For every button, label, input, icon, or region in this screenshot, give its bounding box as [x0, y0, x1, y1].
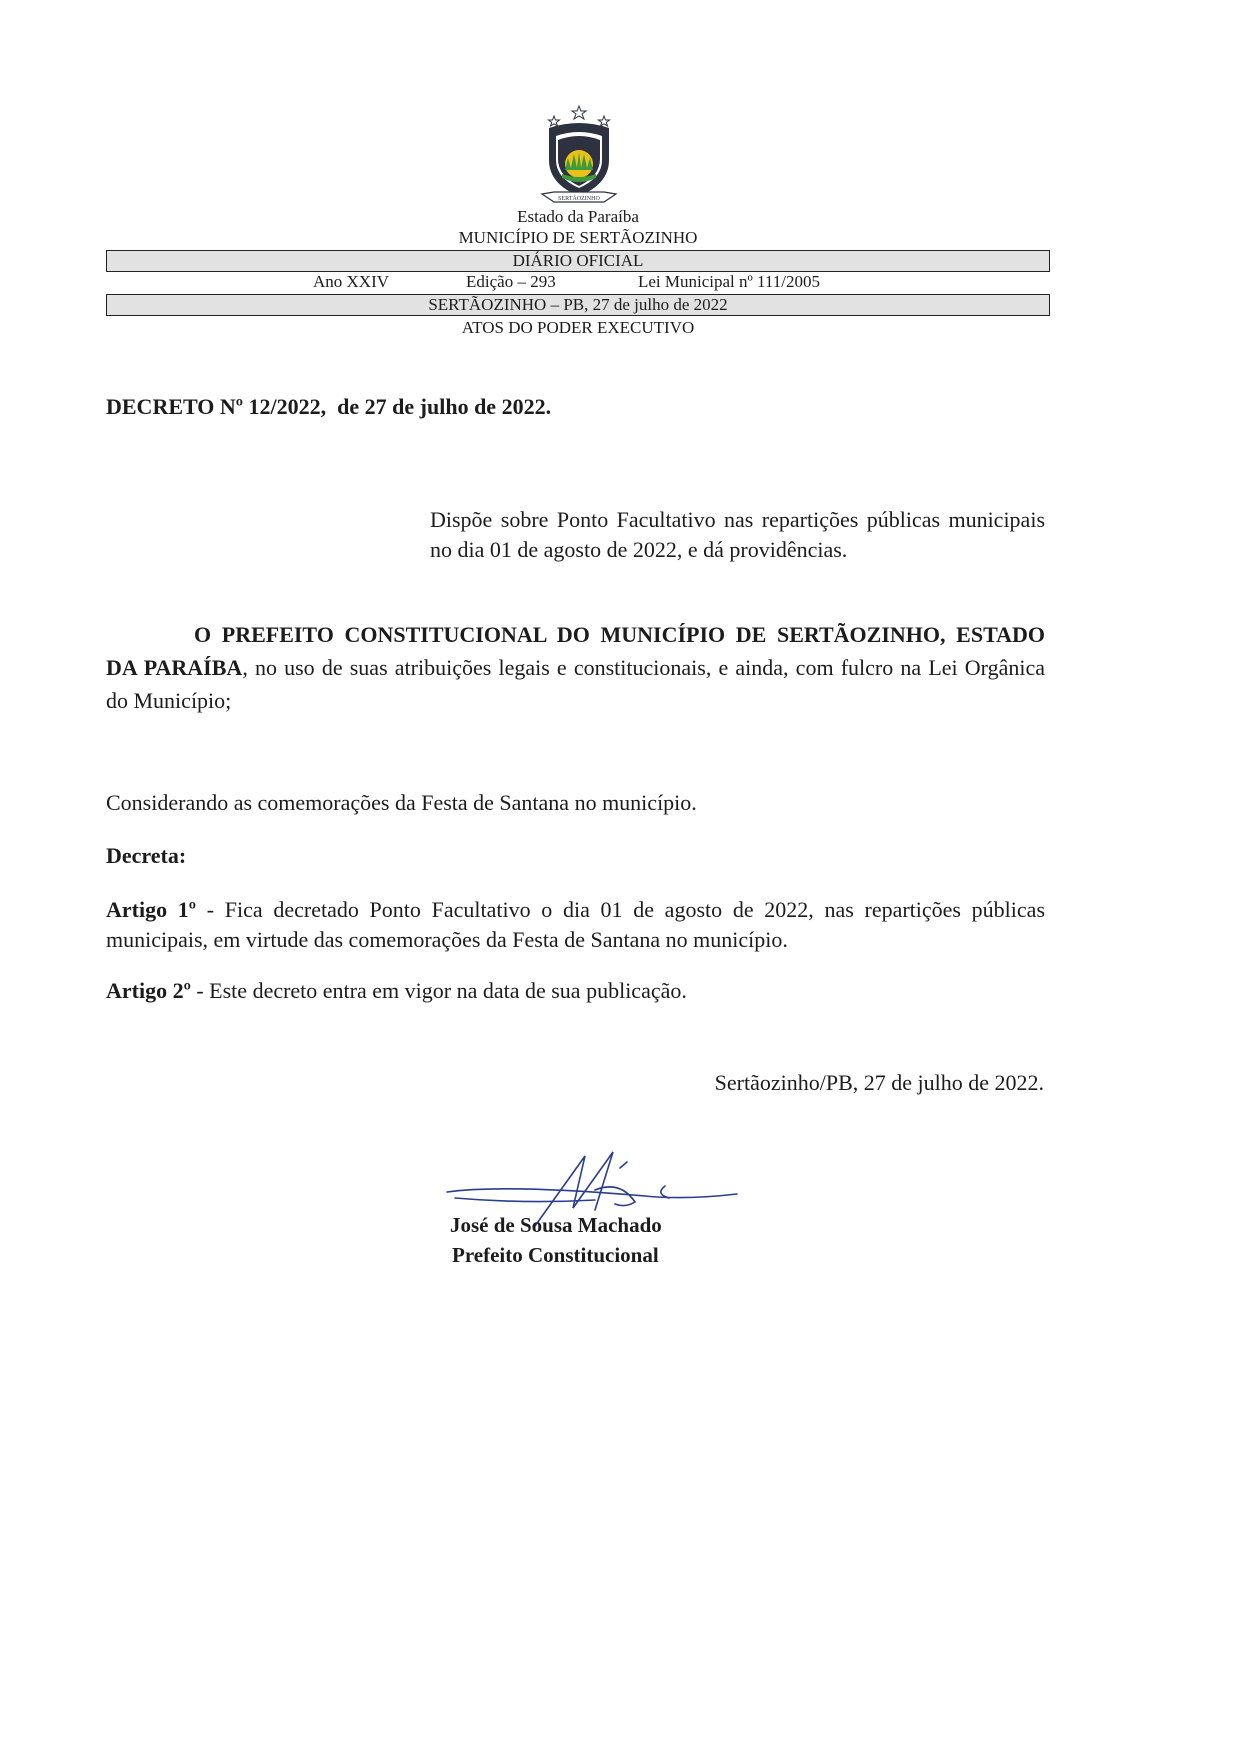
- signer-name: José de Sousa Machado: [450, 1213, 662, 1237]
- decree-summary: Dispõe sobre Ponto Facultativo nas repartições públicas municipais no dia 01 de agosto de 2022, e dá providências.: [430, 507, 1045, 562]
- decree-preamble: [106, 618, 1045, 717]
- decree-title: DECRETO Nº 12/2022, de 27 de julho de 2022.: [106, 394, 552, 419]
- signer-role: Prefeito Constitucional: [452, 1243, 659, 1267]
- signing-place-date: Sertãozinho/PB, 27 de julho de 2022.: [714, 1070, 1044, 1095]
- article-1-text: - Fica decretado Ponto Facultativo o dia 01 de agosto de 2022, nas repartições públicas municipais, em virtude das comemorações da Festa de Santana no município.: [106, 897, 1046, 952]
- preamble-text: , no uso de suas atribuições legais e constitucionais, e ainda, com fulcro na Lei Orgânica do Município;: [106, 655, 1046, 713]
- decreta-heading: Decreta:: [106, 843, 187, 868]
- gazette-title: DIÁRIO OFICIAL: [512, 251, 644, 270]
- gazette-edition: Edição – 293: [466, 272, 556, 291]
- article-2-label: Artigo 2º: [106, 978, 191, 1003]
- gazette-section: ATOS DO PODER EXECUTIVO: [461, 318, 695, 337]
- gazette-law: Lei Municipal nº 111/2005: [638, 272, 821, 291]
- article-2: [106, 978, 687, 1004]
- crest-label: SERTÃOZINHO: [558, 196, 600, 202]
- article-2-text: - Este decreto entra em vigor na data de sua publicação.: [190, 978, 687, 1003]
- preamble-authority: O PREFEITO CONSTITUCIONAL DO MUNICÍPIO DE SERTÃOZINHO, ESTADO DA PARAÍBA: [106, 622, 1045, 680]
- municipal-crest-icon: [534, 104, 624, 206]
- gazette-date-bar: [106, 294, 1050, 316]
- gazette-year: Ano XXIV: [313, 272, 390, 291]
- gazette-title-bar: [106, 250, 1050, 272]
- state-name: Estado da Paraíba: [517, 207, 639, 226]
- article-1-label: Artigo 1º: [106, 897, 197, 922]
- gazette-place-date: SERTÃOZINHO – PB, 27 de julho de 2022: [428, 295, 728, 314]
- article-1: [106, 895, 1045, 955]
- considering-clause: Considerando as comemorações da Festa de Santana no município.: [106, 790, 697, 815]
- municipality-name: MUNICÍPIO DE SERTÃOZINHO: [458, 228, 698, 247]
